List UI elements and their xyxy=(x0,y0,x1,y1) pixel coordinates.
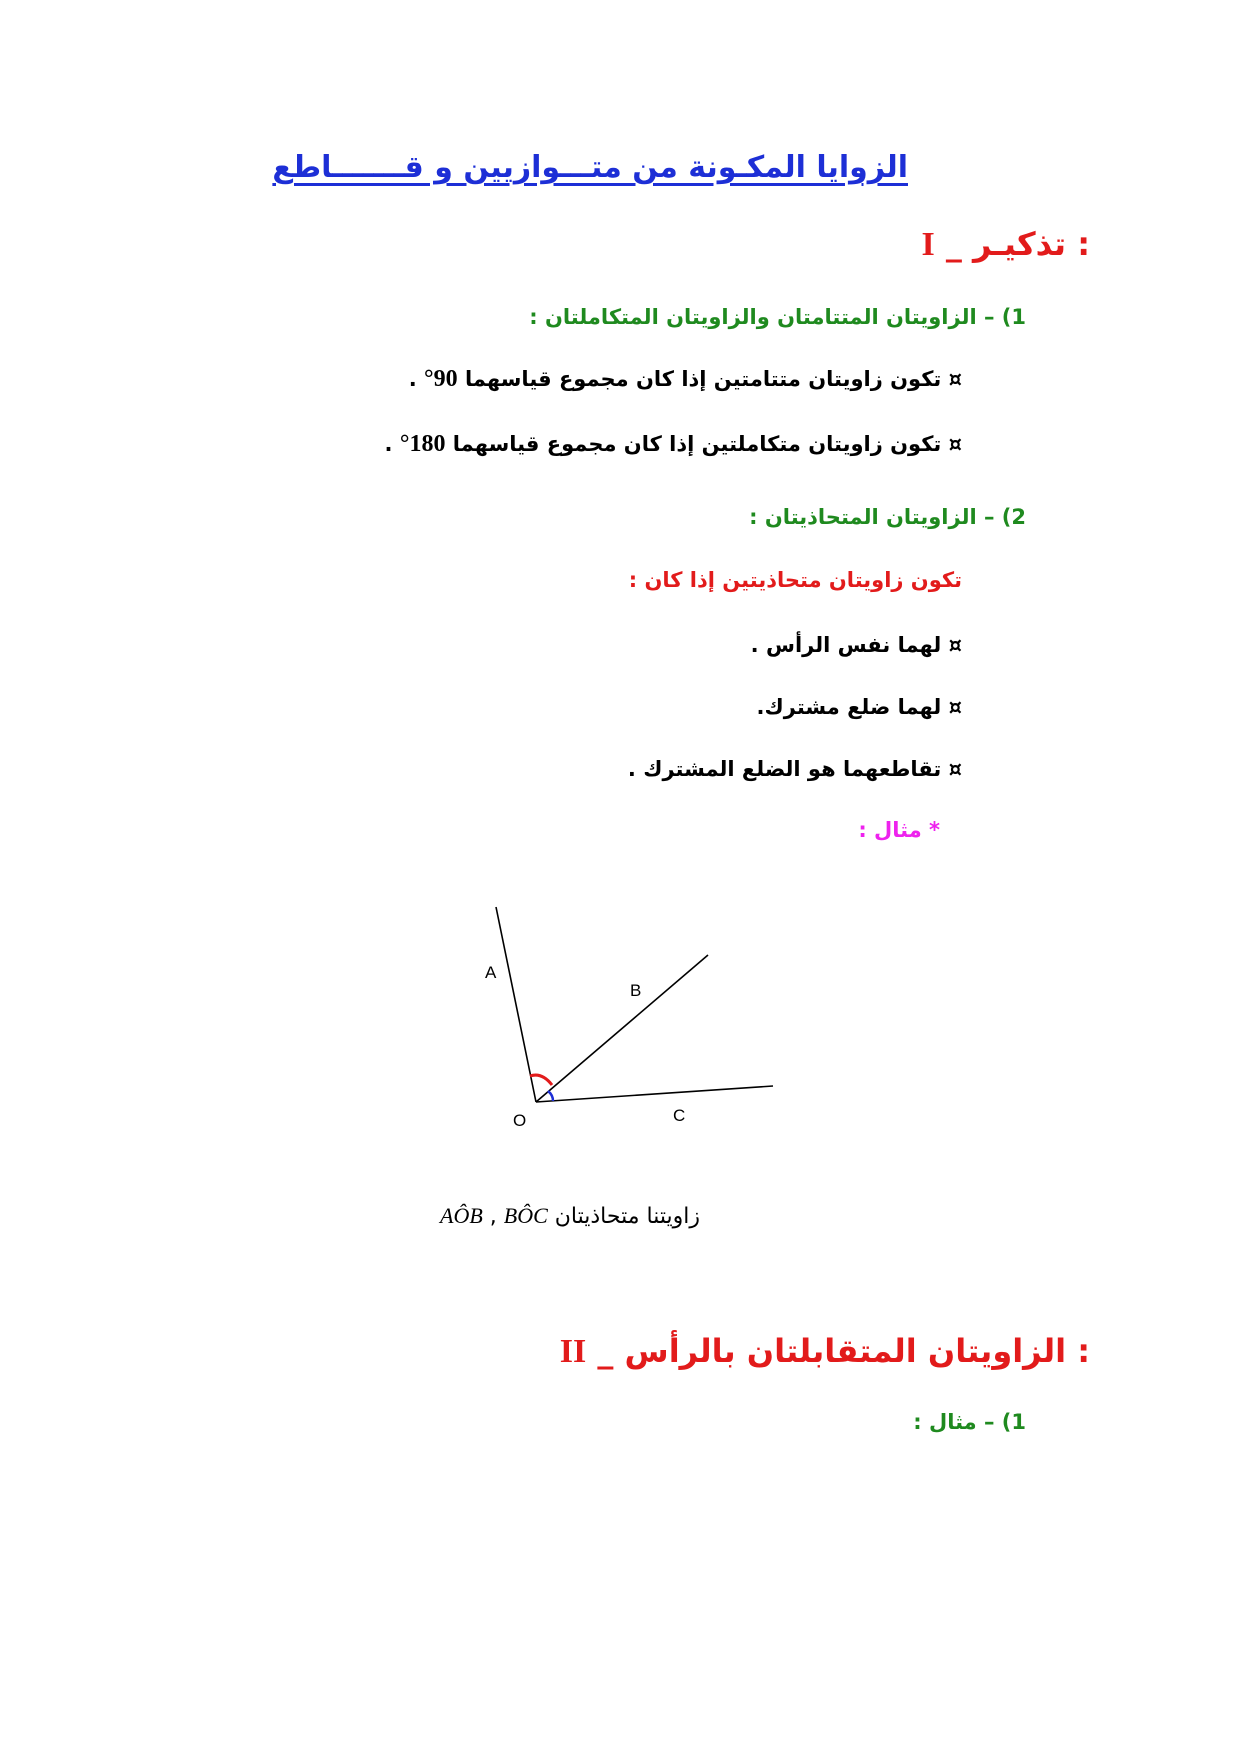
example-label: * مثال : xyxy=(858,818,940,842)
item-text: لهما ضلع مشترك. xyxy=(756,695,942,719)
list-item xyxy=(409,366,962,393)
subsection-2-1-heading: 1) – مثال : xyxy=(913,1410,1026,1434)
section-1-number: I xyxy=(921,226,935,263)
label-c: C xyxy=(673,1106,686,1125)
subsection-1-1-heading: 1) – الزاويتان المتتامتان والزاويتان المتكاملتان : xyxy=(529,305,1026,329)
item-value: 90° xyxy=(424,366,458,392)
figure-caption xyxy=(440,1203,700,1229)
ray-ob xyxy=(536,955,708,1102)
label-a: A xyxy=(485,963,497,982)
caption-math-1: AÔB xyxy=(440,1203,483,1228)
item-text: تكون زاويتان متكاملتين إذا كان مجموع قياسهما xyxy=(452,432,942,456)
label-b: B xyxy=(630,981,642,1000)
section-1-separator: _ xyxy=(934,225,974,263)
angle-aob-marker xyxy=(530,1075,552,1085)
section-2-heading xyxy=(560,1332,1090,1371)
angle-boc-marker xyxy=(548,1091,553,1101)
item-value: 180° xyxy=(399,431,446,457)
section-2-separator: _ xyxy=(586,1332,625,1370)
section-2-title: الزاويتان المتقابلتان بالرأس : xyxy=(624,1332,1090,1370)
caption-arabic: زاويتنا متحاذيتان xyxy=(554,1204,700,1229)
adjacent-condition: تكون زاويتان متحاذيتين إذا كان : xyxy=(628,568,962,592)
item-end: . xyxy=(384,432,393,456)
item-text: لهما نفس الرأس . xyxy=(750,633,942,657)
ray-oc xyxy=(536,1086,773,1102)
section-1-title: تذكيـر : xyxy=(973,225,1090,263)
subsection-1-2-heading: 2) – الزاويتان المتحاذيتان : xyxy=(749,505,1026,529)
caption-separator: , xyxy=(482,1204,504,1229)
ray-oa xyxy=(496,907,536,1102)
item-end: . xyxy=(408,367,417,391)
list-item xyxy=(757,695,962,719)
list-item xyxy=(385,431,962,458)
section-2-number: II xyxy=(559,1333,587,1370)
label-o: O xyxy=(513,1111,527,1130)
bullet: ¤ xyxy=(948,695,962,719)
page-title: الزوايا المكـونة من متـــوازيين و قـــــــاطع xyxy=(272,150,908,185)
bullet: ¤ xyxy=(948,432,962,456)
list-item xyxy=(628,757,962,781)
bullet: ¤ xyxy=(948,757,962,781)
adjacent-angles-figure xyxy=(460,890,790,1140)
list-item xyxy=(751,633,962,657)
bullet: ¤ xyxy=(948,367,962,391)
section-1-heading xyxy=(922,225,1090,264)
bullet: ¤ xyxy=(948,633,962,657)
caption-math-2: BÔC xyxy=(503,1203,548,1228)
item-text: تقاطعهما هو الضلع المشترك . xyxy=(627,757,942,781)
item-text: تكون زاويتان متتامتين إذا كان مجموع قياسهما xyxy=(464,367,942,391)
